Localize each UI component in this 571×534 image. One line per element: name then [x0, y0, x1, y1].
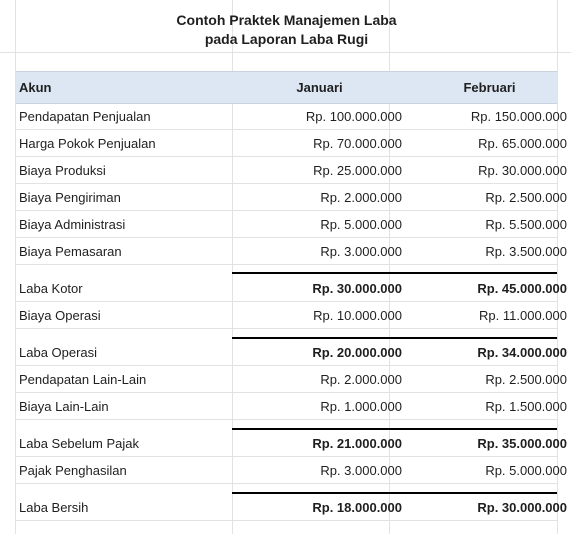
title-line-2: pada Laporan Laba Rugi: [204, 31, 369, 47]
cell-akun[interactable]: Laba Kotor: [19, 281, 83, 296]
table-row: [16, 366, 567, 393]
table-row: [16, 494, 567, 521]
cell-februari[interactable]: Rp. 45.000.000: [477, 281, 567, 296]
table-row: [16, 238, 567, 265]
cell-februari[interactable]: Rp. 5.500.000: [485, 217, 567, 232]
header-akun[interactable]: Akun: [19, 80, 52, 95]
header-februari[interactable]: Februari: [463, 80, 516, 95]
sheet-title[interactable]: [16, 11, 557, 49]
table-row: [16, 457, 567, 484]
cell-januari[interactable]: Rp. 20.000.000: [312, 345, 402, 360]
cell-januari[interactable]: Rp. 18.000.000: [312, 500, 402, 515]
table-row: [16, 302, 567, 329]
cell-februari[interactable]: Rp. 2.500.000: [485, 190, 567, 205]
cell-januari[interactable]: Rp. 2.000.000: [320, 190, 402, 205]
cell-akun[interactable]: Laba Bersih: [19, 500, 89, 515]
cell-januari[interactable]: Rp. 3.000.000: [320, 244, 402, 259]
cell-februari[interactable]: Rp. 11.000.000: [479, 308, 567, 323]
cell-januari[interactable]: Rp. 10.000.000: [313, 308, 402, 323]
cell-januari[interactable]: Rp. 2.000.000: [320, 372, 402, 387]
cell-januari[interactable]: Rp. 100.000.000: [305, 109, 402, 124]
cell-akun[interactable]: Laba Sebelum Pajak: [19, 436, 139, 451]
gridline: [0, 52, 571, 53]
cell-januari[interactable]: Rp. 1.000.000: [320, 399, 402, 414]
cell-februari[interactable]: Rp. 65.000.000: [478, 136, 567, 151]
gridline: [16, 328, 557, 329]
cell-januari[interactable]: Rp. 25.000.000: [313, 163, 402, 178]
cell-februari[interactable]: Rp. 1.500.000: [485, 399, 567, 414]
header-januari[interactable]: Januari: [296, 80, 343, 95]
gridline: [16, 483, 557, 484]
cell-akun[interactable]: Biaya Lain-Lain: [19, 399, 109, 414]
table-row: [16, 393, 567, 420]
table-row: [16, 157, 567, 184]
table-header: [16, 71, 557, 104]
cell-januari[interactable]: Rp. 3.000.000: [320, 463, 402, 478]
cell-februari[interactable]: Rp. 3.500.000: [485, 244, 567, 259]
cell-akun[interactable]: Biaya Administrasi: [19, 217, 126, 232]
cell-januari[interactable]: Rp. 5.000.000: [320, 217, 402, 232]
cell-akun[interactable]: Pendapatan Penjualan: [19, 109, 151, 124]
title-line-1: Contoh Praktek Manajemen Laba: [176, 12, 397, 28]
gridline: [16, 419, 557, 420]
total-border: [232, 272, 557, 274]
table-row: [16, 184, 567, 211]
cell-januari[interactable]: Rp. 21.000.000: [312, 436, 402, 451]
cell-akun[interactable]: Biaya Pemasaran: [19, 244, 122, 259]
table-row: [16, 339, 567, 366]
cell-akun[interactable]: Pendapatan Lain-Lain: [19, 372, 147, 387]
cell-akun[interactable]: Harga Pokok Penjualan: [19, 136, 156, 151]
cell-februari[interactable]: Rp. 2.500.000: [485, 372, 567, 387]
cell-februari[interactable]: Rp. 34.000.000: [477, 345, 567, 360]
cell-februari[interactable]: Rp. 35.000.000: [477, 436, 567, 451]
cell-akun[interactable]: Biaya Operasi: [19, 308, 101, 323]
cell-februari[interactable]: Rp. 150.000.000: [470, 109, 567, 124]
cell-februari[interactable]: Rp. 5.000.000: [485, 463, 567, 478]
cell-akun[interactable]: Laba Operasi: [19, 345, 98, 360]
cell-akun[interactable]: Pajak Penghasilan: [19, 463, 127, 478]
table-row: [16, 103, 567, 130]
cell-akun[interactable]: Biaya Produksi: [19, 163, 106, 178]
table-row: [16, 430, 567, 457]
cell-akun[interactable]: Biaya Pengiriman: [19, 190, 121, 205]
table-row: [16, 275, 567, 302]
cell-januari[interactable]: Rp. 70.000.000: [313, 136, 402, 151]
cell-februari[interactable]: Rp. 30.000.000: [478, 163, 567, 178]
cell-februari[interactable]: Rp. 30.000.000: [477, 500, 567, 515]
table-row: [16, 130, 567, 157]
cell-januari[interactable]: Rp. 30.000.000: [312, 281, 402, 296]
gridline: [16, 264, 557, 265]
gridline: [16, 520, 557, 521]
table-row: [16, 211, 567, 238]
